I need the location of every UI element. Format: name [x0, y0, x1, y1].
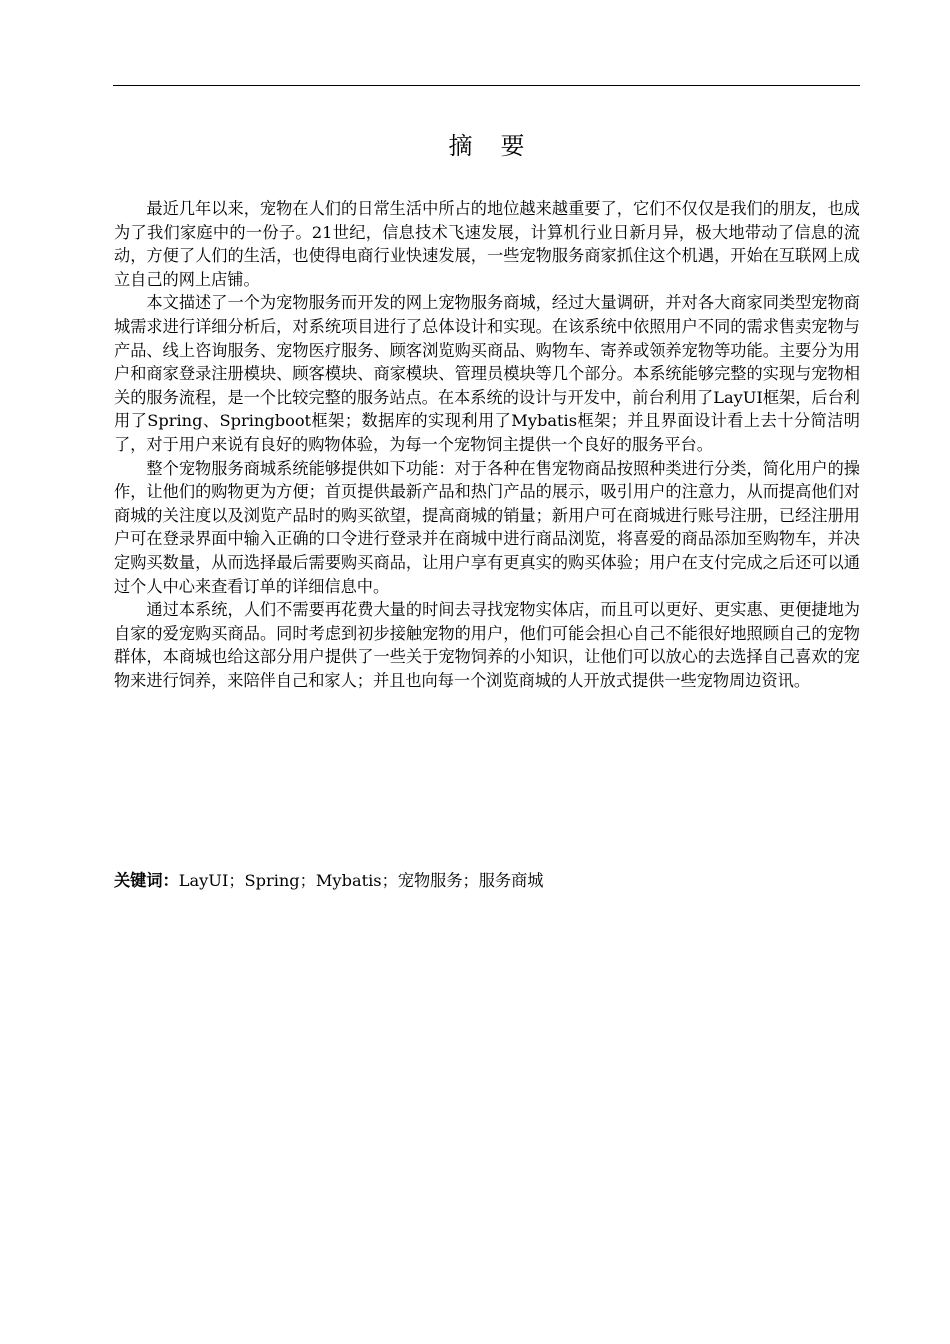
abstract-paragraph-3: 整个宠物服务商城系统能够提供如下功能：对于各种在售宠物商品按照种类进行分类，简化用户的操作，让他们的购物更为方便；首页提供最新产品和热门产品的展示，吸引用户的注意力，从而提高他们对商城的关注度以及浏览产品时的购买欲望，提高商城的销量；新用户可在商城进行账号注册，已经注册用户可在登录界面中输入正确的口令进行登录并在商城中进行商品浏览，将喜爱的商品添加至购物车，并决定购买数量，从而选择最后需要购买商品，让用户享有更真实的购买体验；用户在支付完成之后还可以通过个人中心来查看订单的详细信息中。 — [114, 458, 860, 596]
abstract-paragraph-1: 最近几年以来，宠物在人们的日常生活中所占的地位越来越重要了，它们不仅仅是我们的朋友，也成为了我们家庭中的一份子。21世纪，信息技术飞速发展，计算机行业日新月异，极大地带动了信息的流动，方便了人们的生活，也使得电商行业快速发展，一些宠物服务商家抓住这个机遇，开始在互联网上成立自己的网上店铺。 — [114, 199, 860, 289]
header-rule — [113, 85, 860, 86]
abstract-title-char-2: 要 — [500, 132, 525, 160]
abstract-title — [113, 128, 860, 164]
keywords-text: LayUI；Spring；Mybatis；宠物服务；服务商城 — [178, 871, 544, 890]
abstract-paragraph-2: 本文描述了一个为宠物服务而开发的网上宠物服务商城，经过大量调研，并对各大商家同类型宠物商城需求进行详细分析后，对系统项目进行了总体设计和实现。在该系统中依照用户不同的需求售卖宠物与产品、线上咨询服务、宠物医疗服务、顾客浏览购买商品、购物车、寄养或领养宠物等功能。主要分为用户和商家登录注册模块、顾客模块、商家模块、管理员模块等几个部分。本系统能够完整的实现与宠物相关的服务流程，是一个比较完整的服务站点。在本系统的设计与开发中，前台利用了LayUI框架，后台利用了Spring、Springboot框架；数据库的实现利用了Mybatis框架；并且界面设计看上去十分简洁明了，对于用户来说有良好的购物体验，为每一个宠物饲主提供一个良好的服务平台。 — [114, 293, 860, 454]
keywords-label: 关键词： — [114, 871, 179, 890]
keywords-line — [114, 869, 860, 893]
abstract-paragraph-4: 通过本系统，人们不需要再花费大量的时间去寻找宠物实体店，而且可以更好、更实惠、更便捷地为自家的爱宠购买商品。同时考虑到初步接触宠物的用户，他们可能会担心自己不能很好地照顾自己的宠物群体，本商城也给这部分用户提供了一些关于宠物饲养的小知识，让他们可以放心的去选择自己喜欢的宠物来进行饲养，来陪伴自己和家人；并且也向每一个浏览商城的人开放式提供一些宠物周边资讯。 — [114, 600, 860, 690]
abstract-title-char-1: 摘 — [448, 132, 473, 160]
abstract-body — [114, 197, 860, 692]
